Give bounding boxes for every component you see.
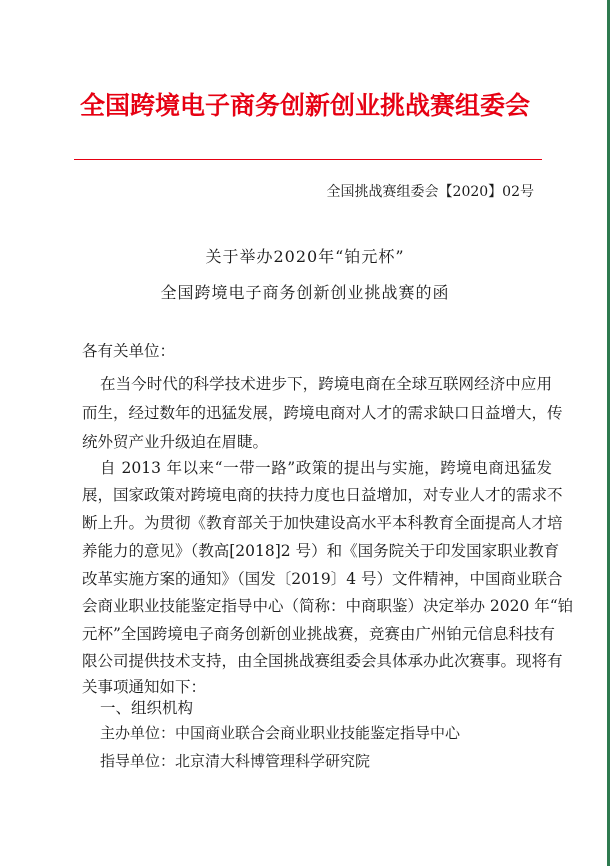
guide-unit-line: 指导单位：北京清大科博管理科学研究院: [100, 752, 371, 770]
paragraph2-line: 元杯”全国跨境电子商务创新创业挑战赛，竞赛由广州铂元信息科技有: [82, 625, 555, 643]
paragraph1-line: 统外贸产业升级迫在眉睫。: [82, 433, 269, 451]
paragraph2-line: 断上升。为贯彻《教育部关于加快建设高水平本科教育全面提高人才培: [82, 514, 563, 532]
subject-line-2: 全国跨境电子商务创新创业挑战赛的函: [160, 283, 450, 302]
red-header-rule: [74, 159, 542, 160]
organizer-line: 主办单位：中国商业联合会商业职业技能鉴定指导中心: [100, 724, 461, 742]
paragraph2-line: 改革实施方案的通知》（国发〔2019〕4 号）文件精神，中国商业联合: [82, 570, 563, 588]
paragraph1-line: 在当今时代的科学技术进步下，跨境电商在全球互联网经济中应用: [100, 375, 552, 393]
salutation: 各有关单位：: [82, 342, 176, 360]
paragraph2-line: 会商业职业技能鉴定指导中心（简称：中商职鉴）决定举办 2020 年“铂: [82, 597, 574, 615]
paragraph2-line: 自 2013 年以来“一带一路”政策的提出与实施，跨境电商迅猛发: [100, 459, 552, 477]
document-number: 全国挑战赛组委会【2020】02号: [326, 184, 534, 200]
section-heading-organization: 一、组织机构: [100, 699, 194, 717]
paragraph2-line: 展，国家政策对跨境电商的扶持力度也日益增加，对专业人才的需求不: [82, 486, 563, 504]
issuer-header-title: 全国跨境电子商务创新创业挑战赛组委会: [79, 91, 530, 120]
subject-line-1: 关于举办2020年“铂元杯”: [205, 247, 405, 266]
paragraph1-line: 而生，经过数年的迅猛发展，跨境电商对人才的需求缺口日益增大，传: [82, 404, 563, 422]
paragraph2-line: 限公司提供技术支持，由全国挑战赛组委会具体承办此次赛事。现将有: [82, 652, 563, 670]
paragraph2-line: 养能力的意见》（教高[2018]2 号）和《国务院关于印发国家职业教育: [82, 542, 560, 560]
paragraph2-line: 关事项通知如下：: [82, 678, 207, 696]
